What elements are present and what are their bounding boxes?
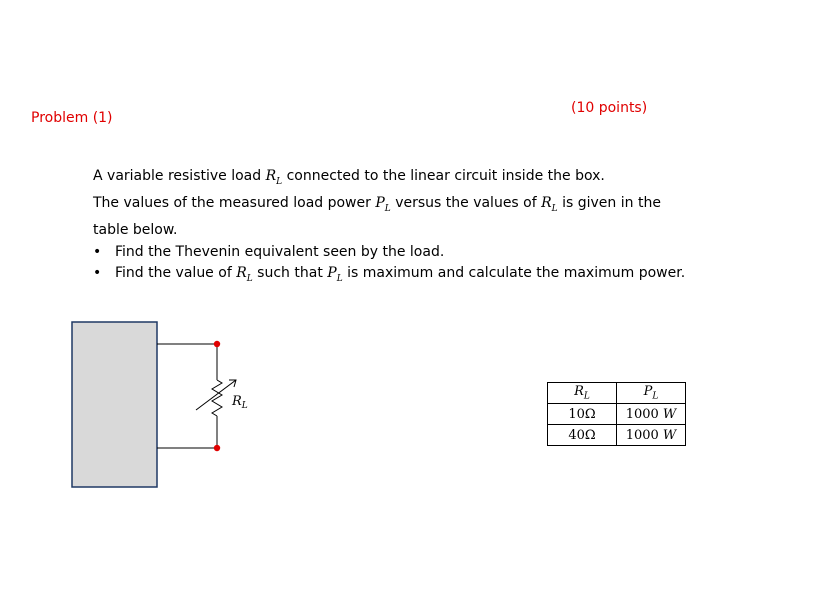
terminal-bottom-dot — [214, 445, 220, 451]
p2-text-a: The values of the measured load power — [93, 195, 376, 211]
table-row — [548, 404, 686, 425]
p1-text-a: A variable resistive load — [93, 168, 266, 184]
problem-points: (10 points) — [571, 100, 648, 116]
p2-text-b: versus the values of — [390, 195, 542, 211]
bullet-2-text-c: is maximum and calculate the maximum power. — [342, 265, 686, 281]
math-r: R — [541, 195, 552, 211]
math-sub: L — [384, 203, 391, 214]
cell-p: 1000 W — [617, 425, 686, 446]
bullet-dot-icon: • — [93, 244, 102, 260]
bullet-item-2 — [93, 263, 685, 290]
cell-r: 40Ω — [548, 425, 617, 446]
math-pl — [375, 195, 391, 214]
p2-text-c: is given in the table below. — [93, 195, 661, 238]
math-p: P — [327, 265, 337, 281]
table-row — [548, 425, 686, 446]
cell-r: 10Ω — [548, 404, 617, 425]
data-table — [547, 382, 686, 446]
bullet-list — [93, 242, 685, 290]
math-sub: L — [551, 203, 558, 214]
circuit-diagram — [60, 310, 280, 500]
bullet-2-text-a: Find the value of — [115, 265, 237, 281]
math-sub: L — [276, 176, 283, 187]
bullet-2-content — [115, 263, 685, 290]
resistor-label: $R_L$ — [232, 394, 248, 411]
resistor-zigzag — [212, 380, 222, 416]
cell-p: 1000 W — [617, 404, 686, 425]
math-r: R — [236, 265, 247, 281]
math-sub: L — [246, 273, 253, 284]
paragraph-2 — [93, 193, 693, 241]
problem-title: Problem (1) — [31, 110, 113, 126]
paragraph-1 — [93, 166, 693, 193]
math-rl — [236, 265, 253, 284]
bullet-dot-icon: • — [93, 265, 102, 281]
p1-text-b: connected to the linear circuit inside the box. — [282, 168, 605, 184]
bullet-1-text: Find the Thevenin equivalent seen by the load. — [115, 244, 445, 260]
math-rl — [265, 168, 283, 187]
terminal-top-dot — [214, 341, 220, 347]
header-rl: $R_L$ — [548, 383, 617, 404]
header-pl: $P_L$ — [617, 383, 686, 404]
math-sub: L — [336, 273, 343, 284]
bullet-2-text-b: such that — [252, 265, 328, 281]
linear-circuit-box — [72, 322, 157, 487]
bullet-item-1 — [93, 242, 685, 263]
variable-arrow — [196, 380, 236, 410]
math-r: R — [265, 168, 277, 184]
table-header-row — [548, 383, 686, 404]
math-p: P — [375, 195, 385, 211]
math-pl — [327, 265, 343, 284]
math-rl — [541, 195, 558, 214]
